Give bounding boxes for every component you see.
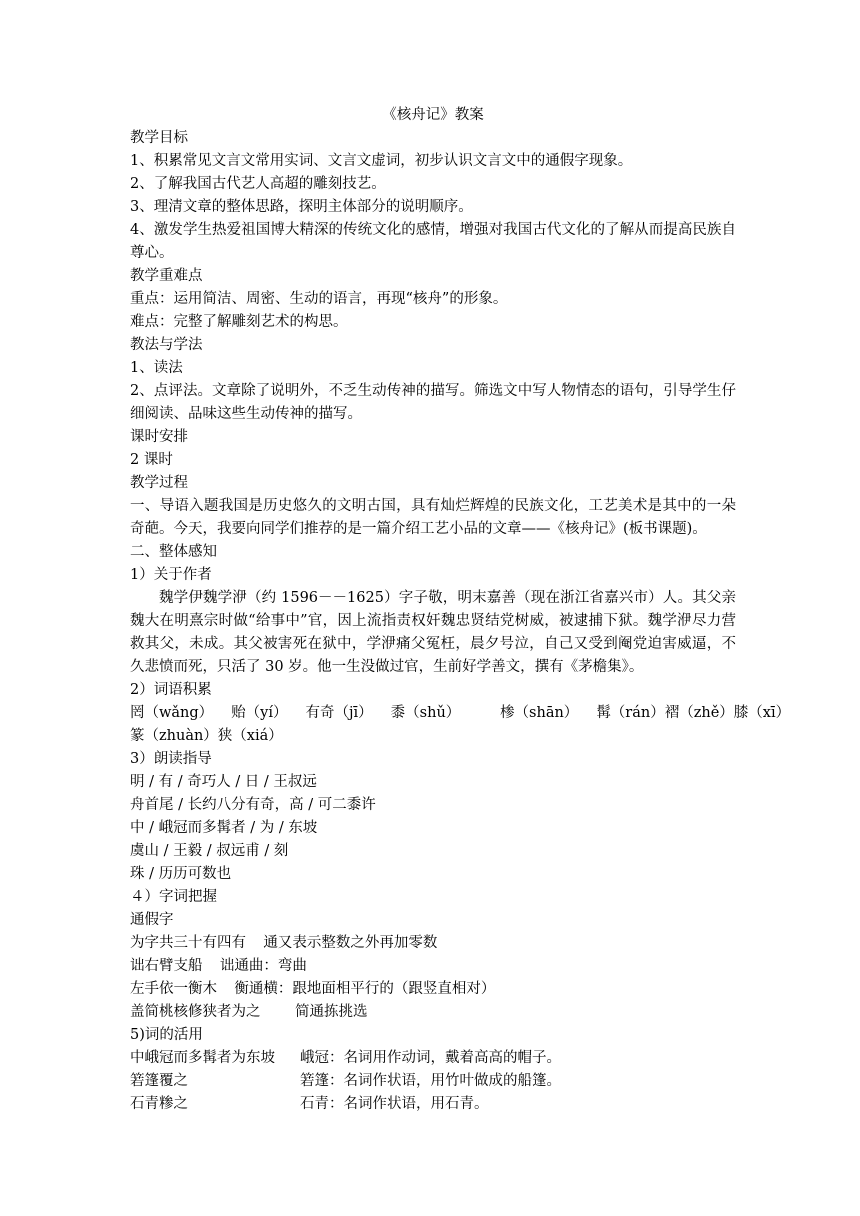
reading-line: 明 / 有 / 奇巧人 / 日 / 王叔远 — [130, 774, 317, 790]
tongjia-note: 简通拣挑选 — [295, 1004, 368, 1020]
usage-phrase: 中峨冠而多髯者为东坡 — [130, 1050, 275, 1066]
words-heading: ４）字词把握 — [130, 889, 217, 905]
vocab-line: 篆（zhuàn）狭（xiá） — [130, 728, 283, 744]
vocab-word: 罔（wǎng） — [130, 705, 214, 721]
reading-line: 珠 / 历历可数也 — [130, 866, 232, 882]
document-title: 《核舟记》教案 — [382, 107, 484, 123]
tongjia-phrase: 盖简桃核修狭者为之 — [130, 1004, 261, 1020]
method-item: 2、点评法。文章除了说明外，不乏生动传神的描写。筛选文中写人物情态的语句，引导学生仔细阅读、品味这些生动传神的描写。 — [130, 383, 736, 422]
tongjia-phrase: 为字共三十有四有 — [130, 935, 246, 951]
usage-note: 峨冠：名词用作动词，戴着高高的帽子。 — [300, 1050, 561, 1066]
process-heading: 教学过程 — [130, 475, 188, 491]
usage-phrase: 石青糁之 — [130, 1096, 188, 1112]
method-heading: 教法与学法 — [130, 337, 203, 353]
difficult-point: 难点：完整了解雕刻艺术的构思。 — [130, 314, 348, 330]
goal-item: 2、了解我国古代艺人高超的雕刻技艺。 — [130, 176, 386, 192]
tongjia-item — [130, 955, 736, 978]
usage-note: 石青：名词作状语，用石青。 — [300, 1096, 489, 1112]
vocab-word: 有奇（jī） — [305, 705, 373, 721]
reading-line: 虞山 / 王毅 / 叔远甫 / 刻 — [130, 843, 289, 859]
document-page — [130, 104, 791, 1116]
usage-item — [130, 1070, 736, 1093]
tongjia-note: 通又表示整数之外再加零数 — [263, 935, 438, 951]
method-item: 1、读法 — [130, 360, 183, 376]
tongjia-phrase: 诎右臂支船 — [130, 958, 203, 974]
tongjia-item — [130, 1001, 736, 1024]
intro-paragraph: 一、导语入题我国是历史悠久的文明古国，具有灿烂辉煌的民族文化，工艺美术是其中的一朵奇葩。今天，我要向同学们推荐的是一篇介绍工艺小品的文章——《核舟记》(板书课题)。 — [130, 498, 736, 537]
vocab-word: 髯（rán）褶（zhě）膝（xī） — [596, 705, 791, 721]
usage-phrase: 箬篷覆之 — [130, 1073, 188, 1089]
author-paragraph: 魏学伊魏学洢（约 1596－－1625）字子敬，明末嘉善（现在浙江省嘉兴市）人。其父亲魏大在明熹宗时做“给事中”官，因上流指责权奸魏忠贤结党树威，被逮捕下狱。魏学洢尽力营救其父，未成。其父被害死在狱中，学洢痛父冤枉，晨夕号泣，自己又受到阉党迫害威逼，不久悲愤而死，只活了 30 岁。他一生没做过官，生前好学善文，撰有《茅檐集》。 — [130, 590, 736, 675]
vocab-word: 黍（shǔ） — [390, 705, 454, 721]
key-heading: 教学重难点 — [130, 268, 203, 284]
tongjia-item — [130, 932, 736, 955]
vocab-heading: 2）词语积累 — [130, 682, 212, 698]
goal-item: 4、激发学生热爱祖国博大精深的传统文化的感情，增强对我国古代文化的了解从而提高民族自尊心。 — [130, 222, 736, 261]
tongjia-note: 衡通横：跟地面相平行的（跟竖直相对） — [234, 981, 496, 997]
tongjia-phrase: 左手依一衡木 — [130, 981, 217, 997]
vocab-line — [130, 702, 791, 725]
usage-item — [130, 1093, 736, 1116]
reading-line: 中 / 峨冠而多髯者 / 为 / 东坡 — [130, 820, 318, 836]
overall-heading: 二、整体感知 — [130, 544, 217, 560]
usage-heading: 5)词的活用 — [130, 1027, 203, 1043]
tongjia-note: 诎通曲：弯曲 — [219, 958, 307, 974]
author-heading: 1）关于作者 — [130, 567, 212, 583]
tongjia-heading: 通假字 — [130, 912, 174, 928]
usage-note: 箬篷：名词作状语，用竹叶做成的船篷。 — [300, 1073, 561, 1089]
goals-heading: 教学目标 — [130, 130, 188, 146]
tongjia-item — [130, 978, 736, 1001]
vocab-word: 椮（shān） — [471, 705, 579, 721]
vocab-word: 贻（yí） — [231, 705, 288, 721]
reading-heading: 3）朗读指导 — [130, 751, 212, 767]
goal-item: 1、积累常见文言文常用实词、文言文虚词，初步认识文言文中的通假字现象。 — [130, 153, 633, 169]
schedule-heading: 课时安排 — [130, 429, 188, 445]
usage-item — [130, 1047, 736, 1070]
goal-item: 3、理清文章的整体思路，探明主体部分的说明顺序。 — [130, 199, 473, 215]
key-point: 重点：运用简洁、周密、生动的语言，再现“核舟”的形象。 — [130, 291, 508, 307]
schedule-value: 2 课时 — [130, 452, 173, 468]
reading-line: 舟首尾 / 长约八分有奇，高 / 可二黍许 — [130, 797, 376, 813]
